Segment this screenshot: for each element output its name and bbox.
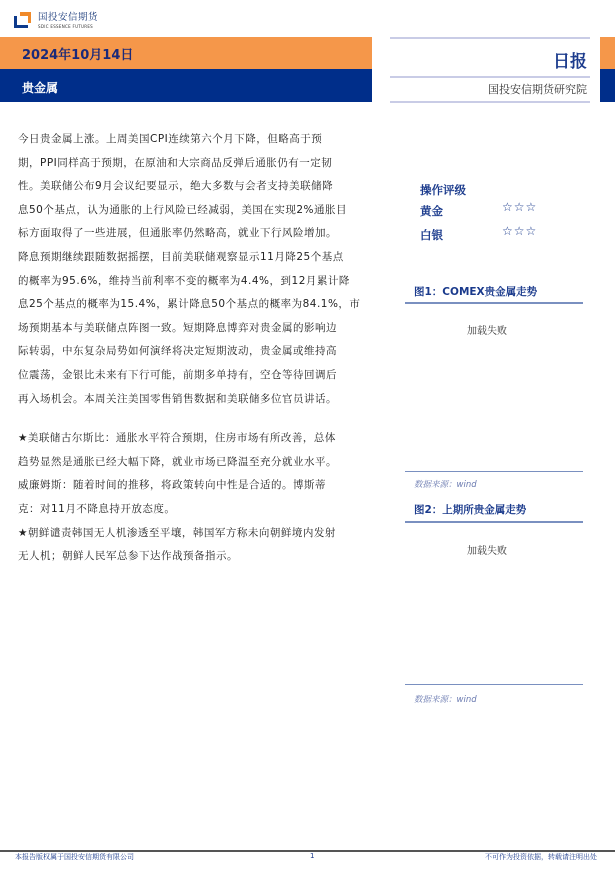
header-right-orange-tab xyxy=(600,37,615,69)
header-divider xyxy=(390,37,590,39)
report-type: 日报 xyxy=(553,52,587,72)
report-body xyxy=(18,128,378,569)
institute-name: 国投安信期货研究院 xyxy=(488,83,587,96)
text-line: 威廉姆斯：随着时间的推移，将政策转向中性是合适的。博斯蒂 xyxy=(18,479,326,492)
company-logo xyxy=(14,12,124,34)
footer-disclaimer: 不可作为投资依据，转载请注明出处 xyxy=(485,853,597,861)
header-divider xyxy=(390,76,590,78)
footer-copyright: 本报告版权属于国投安信期货有限公司 xyxy=(15,853,134,861)
figure-1-title: 图1：COMEX贵金属走势 xyxy=(414,286,538,298)
figure-divider xyxy=(405,471,583,472)
text-line: 趋势显然是通胀已经大幅下降，就业市场已降温至充分就业水平。 xyxy=(18,455,337,468)
text-line: ★美联储古尔斯比：通胀水平符合预期，住房市场有所改善，总体 xyxy=(18,432,336,445)
figure-2-placeholder: 加载失败 xyxy=(467,546,507,557)
news-paragraph xyxy=(18,427,378,569)
text-line: 标方面取得了一些进展，但通胀率仍然略高，就业下行风险增加。 xyxy=(18,227,337,240)
figure-divider xyxy=(405,521,583,523)
text-line: 际转弱，中东复杂局势如何演绎将决定短期波动，贵金属或维持高 xyxy=(18,345,337,358)
rating-title: 操作评级 xyxy=(420,183,466,197)
logo-name: 国投安信期货 xyxy=(38,12,99,23)
figure-divider xyxy=(405,302,583,304)
star-rating-icon: ☆☆☆ xyxy=(502,224,538,238)
logo-mark-icon xyxy=(14,12,32,28)
text-line: 克：对11月不降息持开放态度。 xyxy=(18,502,176,515)
text-line: 的概率为95.6%，维持当前利率不变的概率为4.4%，到12月累计降 xyxy=(18,274,350,287)
star-rating-icon: ☆☆☆ xyxy=(502,200,538,214)
text-line: ★朝鲜谴责韩国无人机渗透至平壤，韩国军方称未向朝鲜境内发射 xyxy=(18,526,336,539)
rating-row-silver xyxy=(420,224,538,246)
header-right-blue-tab xyxy=(600,69,615,102)
operation-rating xyxy=(420,182,538,246)
text-line: 降息预期继续跟随数据摇摆，目前美联储观察显示11月降25个基点 xyxy=(18,250,344,263)
rating-row-gold xyxy=(420,200,538,222)
logo-subtitle: SDIC ESSENCE FUTURES xyxy=(38,24,94,29)
text-line: 位震荡，金银比未来有下行可能，前期多单持有，空仓等待回调后 xyxy=(18,368,337,381)
text-line: 无人机；朝鲜人民军总参下达作战预备指示。 xyxy=(18,550,238,563)
figure-1-placeholder: 加载失败 xyxy=(467,326,507,337)
header-divider xyxy=(390,101,590,103)
report-date: 2024年10月14日 xyxy=(22,48,134,63)
figure-1-source: 数据来源：wind xyxy=(414,480,477,490)
figure-divider xyxy=(405,684,583,685)
text-line: 性。美联储公布9月会议纪要显示，绝大多数与会者支持美联储降 xyxy=(18,180,334,193)
rating-name: 黄金 xyxy=(420,204,443,218)
rating-name: 白银 xyxy=(420,228,443,242)
text-line: 期，PPI同样高于预期，在原油和大宗商品反弹后通胀仍有一定韧 xyxy=(18,156,333,169)
page-number: 1 xyxy=(310,852,315,860)
figure-2-source: 数据来源：wind xyxy=(414,695,477,705)
report-section: 贵金属 xyxy=(22,81,59,95)
text-line: 今日贵金属上涨。上周美国CPI连续第六个月下降，但略高于预 xyxy=(18,133,323,145)
text-line: 场预期基本与美联储点阵图一致。短期降息博弈对贵金属的影响边 xyxy=(18,321,337,334)
text-line: 息25个基点的概率为15.4%，累计降息50个基点的概率为84.1%，市 xyxy=(18,298,361,311)
market-summary-paragraph xyxy=(18,128,378,411)
text-line: 息50个基点，认为通胀的上行风险已经减弱，美国在实现2%通胀目 xyxy=(18,203,348,216)
text-line: 再入场机会。本周关注美国零售销售数据和美联储多位官员讲话。 xyxy=(18,392,337,405)
figure-2-title: 图2：上期所贵金属走势 xyxy=(414,504,527,516)
